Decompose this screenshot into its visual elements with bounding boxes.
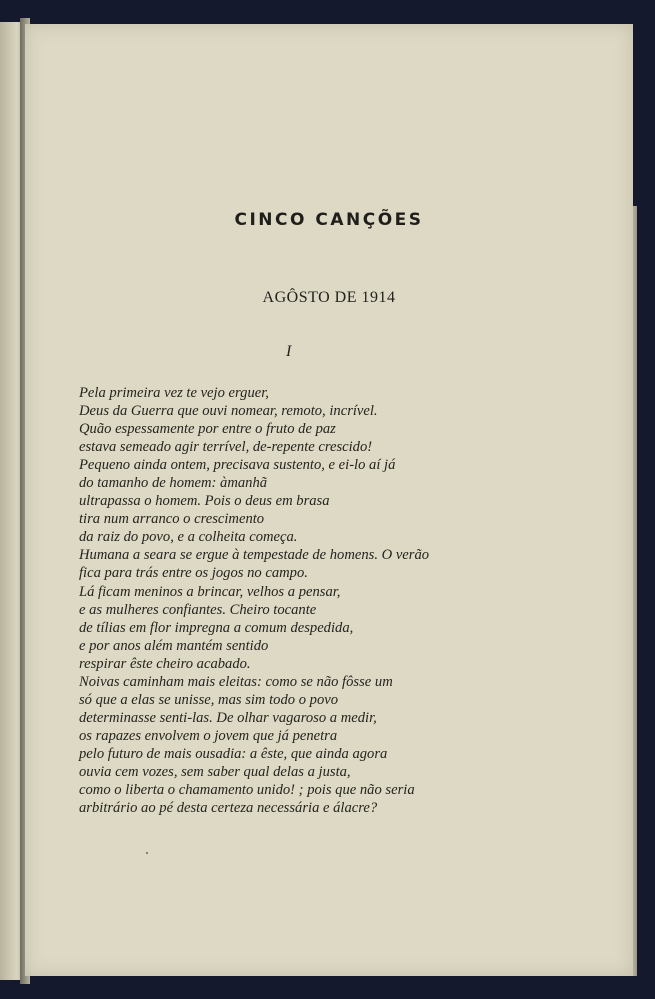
page-title: CINCO CANÇÕES xyxy=(234,210,424,230)
poem-line: ultrapassa o homem. Pois o deus em brasa xyxy=(79,493,330,510)
poem-line: determinasse senti-las. De olhar vagaroso a medir, xyxy=(79,709,377,726)
poem-line: respirar êste cheiro acabado. xyxy=(79,655,251,672)
poem-line: do tamanho de homem: àmanhã xyxy=(79,475,268,492)
poem-line: Pequeno ainda ontem, precisava sustento, e ei-lo aí já xyxy=(79,457,396,474)
poem-line: fica para trás entre os jogos no campo. xyxy=(79,565,308,582)
poem-line: da raiz do povo, e a colheita começa. xyxy=(79,529,298,546)
poem-line: os rapazes envolvem o jovem que já penetra xyxy=(79,727,338,744)
poem-line: estava semeado agir terrível, de-repente crescido! xyxy=(79,439,373,456)
poem-line: e por anos além mantém sentido xyxy=(79,637,269,654)
poem-line: Noivas caminham mais eleitas: como se não fôsse um xyxy=(79,673,393,690)
poem-line: de tílias em flor impregna a comum despedida, xyxy=(79,619,354,636)
poem-line: Deus da Guerra que ouvi nomear, remoto, incrível. xyxy=(79,403,378,420)
poem-line: arbitrário ao pé desta certeza necessária e álacre? xyxy=(79,800,378,817)
paper-speck xyxy=(146,852,148,854)
poem-line: ouvia cem vozes, sem saber qual delas a justa, xyxy=(79,763,351,780)
section-numeral: I xyxy=(286,343,292,360)
poem-line: pelo futuro de mais ousadia: a êste, que ainda agora xyxy=(79,745,388,762)
book-page xyxy=(25,24,633,976)
poem-text xyxy=(79,384,619,817)
poem-line: tira num arranco o crescimento xyxy=(79,511,265,528)
poem-line: Humana a seara se ergue à tempestade de homens. O verão xyxy=(79,547,430,564)
poem-line: só que a elas se unisse, mas sim todo o povo xyxy=(79,691,339,708)
poem-subtitle: AGÔSTO DE 1914 xyxy=(262,289,396,306)
poem-line: Lá ficam meninos a brincar, velhos a pensar, xyxy=(79,583,341,600)
poem-line: como o liberta o chamamento unido! ; pois que não seria xyxy=(79,782,415,799)
poem-line: Quão espessamente por entre o fruto de paz xyxy=(79,421,336,438)
poem-line: Pela primeira vez te vejo erguer, xyxy=(79,385,269,401)
poem-line: e as mulheres confiantes. Cheiro tocante xyxy=(79,601,317,618)
